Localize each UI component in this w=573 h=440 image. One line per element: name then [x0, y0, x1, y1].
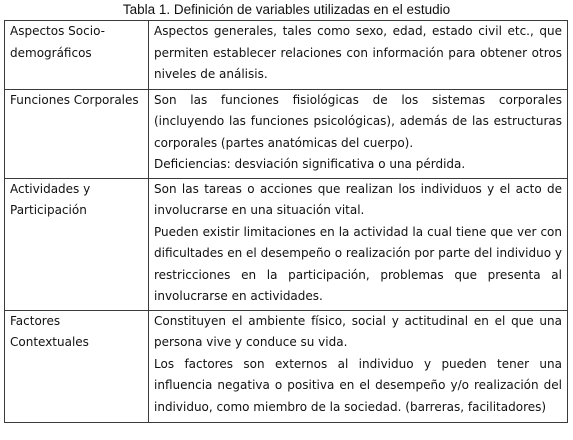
term-line: Contextuales [10, 335, 89, 349]
term-line: Actividades y [10, 181, 91, 196]
term-line: Participación [10, 203, 87, 217]
definition-paragraph: Los factores son externos al individuo y pueden tener una influencia negativa o positiva en el desempeño y/o realización del individuo, como miembro de la sociedad. (barreras, facilitadores) [154, 356, 562, 414]
definition-cell [149, 310, 568, 423]
term-line: Factores [10, 313, 61, 328]
table-row [5, 310, 568, 423]
definition-paragraph: Pueden existir limitaciones en la actividad la cual tiene que ver con dificultades en el desempeño o realización por parte del individuo y restricciones en la participación, problemas que presenta al involucrarse en actividades. [154, 224, 562, 303]
table-row [5, 178, 568, 310]
table-caption: Tabla 1. Definición de variables utilizadas en el estudio [122, 2, 451, 17]
definition-paragraph: Constituyen el ambiente físico, social y actitudinal en el que una persona vive y conduce su vida. [154, 313, 562, 349]
table-row [5, 21, 568, 90]
definition-paragraph: Deficiencias: desviación significativa o una pérdida. [154, 157, 466, 171]
term-line: demográficos [10, 45, 92, 60]
term-cell [5, 310, 149, 423]
definition-paragraph: Aspectos generales, tales como sexo, edad, estado civil etc., que permiten establecer relaciones con información para obtener otros niveles de análisis. [154, 24, 562, 81]
definition-cell [149, 21, 568, 90]
term-cell [5, 178, 149, 310]
definition-paragraph: Son las tareas o acciones que realizan los individuos y el acto de involucrarse en una situación vital. [154, 181, 562, 217]
term-cell [5, 89, 149, 178]
term-cell [5, 21, 149, 90]
table-row [5, 89, 568, 178]
term-line: Funciones Corporales [10, 92, 139, 107]
definition-paragraph: Son las funciones fisiológicas de los sistemas corporales (incluyendo las funciones psicológicas), además de las estructuras corporales (partes anatómicas del cuerpo). [154, 92, 562, 150]
term-line: Aspectos Socio- [10, 24, 105, 38]
definition-cell [149, 178, 568, 310]
definition-cell [149, 89, 568, 178]
variables-table [4, 20, 568, 423]
